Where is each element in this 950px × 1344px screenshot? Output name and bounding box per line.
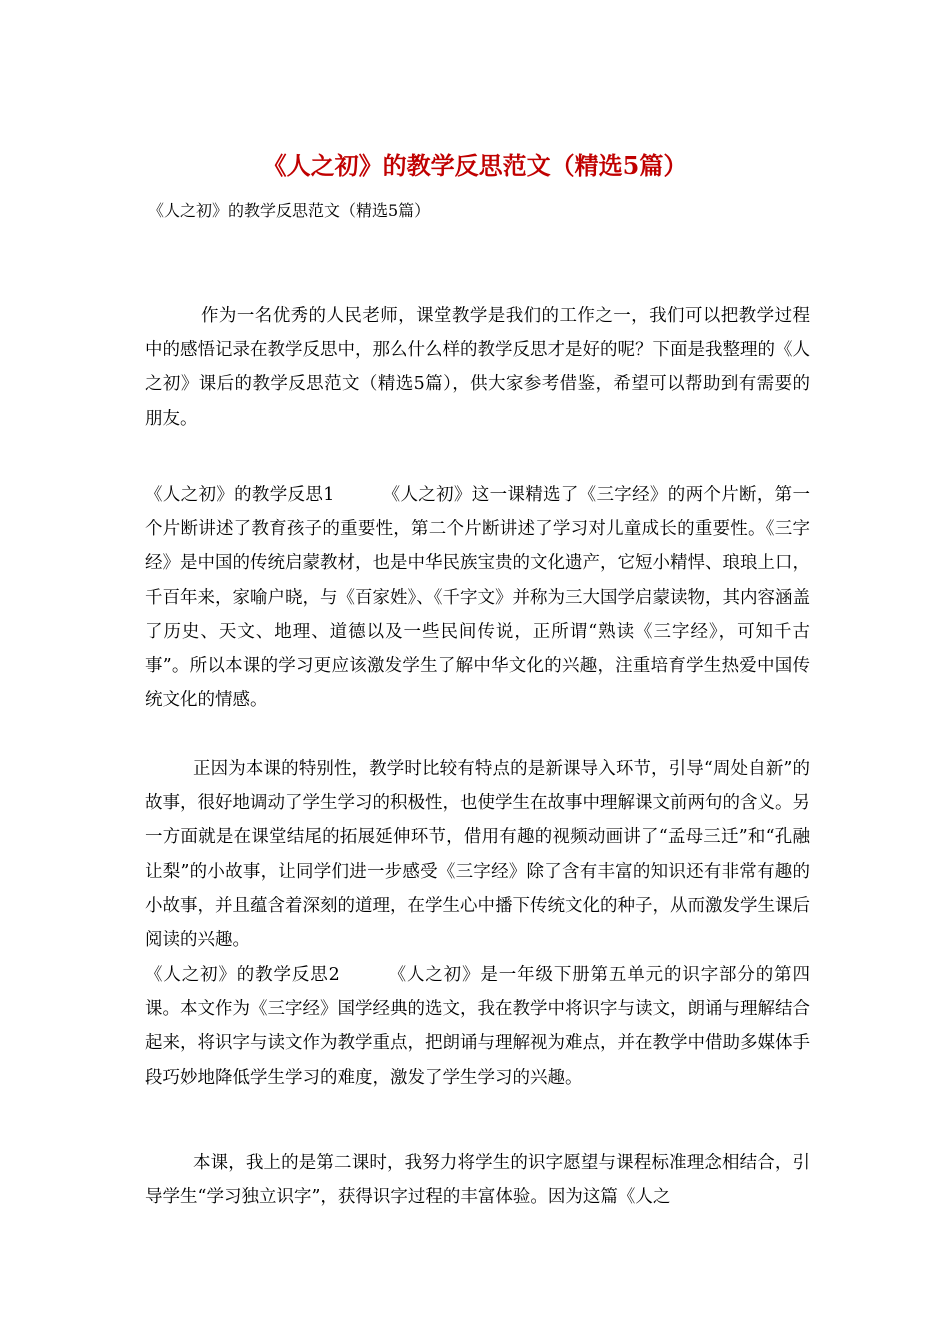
reflection-2-paragraph-1: [145, 958, 810, 1095]
reflection-1-paragraph-1: [145, 478, 810, 717]
document-subtitle: 《人之初》的教学反思范文（精选5篇）: [148, 201, 431, 220]
reflection-1-label: 《人之初》的教学反思1: [145, 485, 335, 505]
intro-paragraph: 作为一名优秀的人民老师，课堂教学是我们的工作之一，我们可以把教学过程中的感悟记录在教学反思中，那么什么样的教学反思才是好的呢？下面是我整理的《人之初》课后的教学反思范文（精选5篇），供大家参考借鉴，希望可以帮助到有需要的朋友。: [145, 306, 810, 429]
reflection-2-text-1: 《人之初》是一年级下册第五单元的识字部分的第四课。本文作为《三字经》国学经典的选文，我在教学中将识字与读文，朗诵与理解结合起来，将识字与读文作为教学重点，把朗诵与理解视为难点，并在教学中借助多媒体手段巧妙地降低学生学习的难度，激发了学生学习的兴趣。: [145, 965, 810, 1088]
reflection-2-label: 《人之初》的教学反思2: [145, 965, 340, 985]
reflection-1-paragraph-2: 正因为本课的特别性，教学时比较有特点的是新课导入环节，引导“周处自新”的故事，很好地调动了学生学习的积极性，也使学生在故事中理解课文前两句的含义。另一方面就是在课堂结尾的拓展延伸环节，借用有趣的视频动画讲了“孟母三迁”和“孔融让梨”的小故事，让同学们进一步感受《三字经》除了含有丰富的知识还有非常有趣的小故事，并且蕴含着深刻的道理，在学生心中播下传统文化的种子，从而激发学生课后阅读的兴趣。: [145, 759, 810, 951]
reflection-2-paragraph-2: 本课，我上的是第二课时，我努力将学生的识字愿望与课程标准理念相结合，引导学生“学习独立识字”，获得识字过程的丰富体验。因为这篇《人之: [145, 1153, 810, 1208]
document-title: 《人之初》的教学反思范文（精选5篇）: [262, 151, 688, 180]
reflection-1-text-1: 《人之初》这一课精选了《三字经》的两个片断，第一个片断讲述了教育孩子的重要性，第二个片断讲述了学习对儿童成长的重要性。《三字经》是中国的传统启蒙教材，也是中华民族宝贵的文化遗产，它短小精悍、琅琅上口，千百年来，家喻户晓，与《百家姓》、《千字文》并称为三大国学启蒙读物，其内容涵盖了历史、天文、地理、道德以及一些民间传说，正所谓“熟读《三字经》，可知千古事”。所以本课的学习更应该激发学生了解中华文化的兴趣，注重培育学生热爱中国传统文化的情感。: [145, 485, 810, 711]
